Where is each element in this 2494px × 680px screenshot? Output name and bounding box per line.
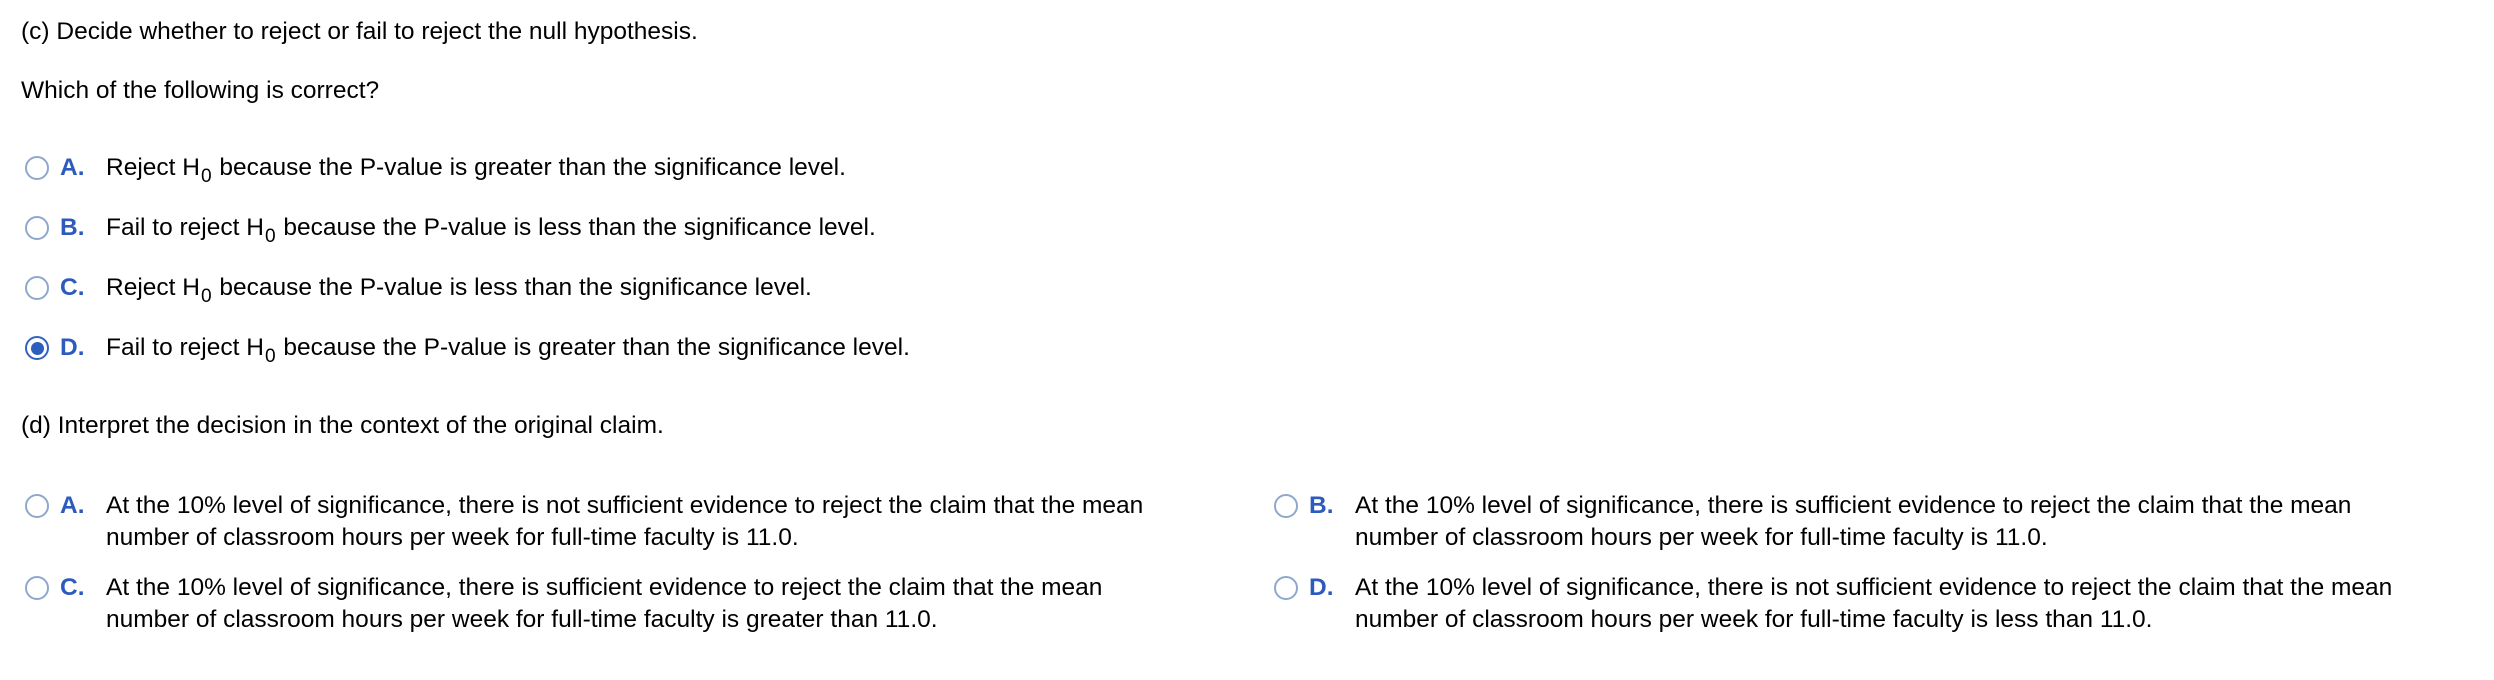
- option-text-before: Fail to reject H: [106, 214, 264, 241]
- radio-button-d-a[interactable]: [25, 494, 49, 518]
- radio-button-d-b[interactable]: [1274, 494, 1298, 518]
- option-text: [106, 152, 846, 186]
- subscript: 0: [264, 346, 276, 367]
- option-letter: A.: [60, 154, 85, 181]
- option-text: [1355, 572, 2392, 636]
- part-d-option-c[interactable]: [25, 572, 1102, 636]
- option-letter: D.: [1309, 574, 1334, 601]
- option-text-line-2: number of classroom hours per week for full-time faculty is less than 11.0.: [1355, 606, 2153, 633]
- part-d-option-d[interactable]: [1274, 572, 2392, 636]
- part-d-option-a[interactable]: [25, 490, 1143, 554]
- option-letter: B.: [1309, 492, 1334, 519]
- option-text: [106, 490, 1143, 554]
- option-text-line-1: At the 10% level of significance, there is sufficient evidence to reject the claim that the mean: [106, 574, 1103, 601]
- option-text-before: Fail to reject H: [106, 334, 264, 361]
- subscript: 0: [200, 286, 212, 307]
- part-c-prompt: Which of the following is correct?: [21, 77, 380, 104]
- option-text: [106, 332, 910, 366]
- option-text: [106, 212, 876, 246]
- option-letter: A.: [60, 492, 85, 519]
- part-d-option-b[interactable]: [1274, 490, 2351, 554]
- part-c-option-a[interactable]: [25, 152, 846, 186]
- option-text-line-1: At the 10% level of significance, there is not sufficient evidence to reject the claim that the mean: [1355, 574, 2393, 601]
- radio-selected-dot: [31, 342, 44, 355]
- subscript: 0: [200, 166, 212, 187]
- option-text-before: Reject H: [106, 274, 200, 301]
- option-text: [1355, 490, 2351, 554]
- part-d-heading: (d) Interpret the decision in the context of the original claim.: [21, 412, 664, 439]
- part-c-option-d[interactable]: [25, 332, 910, 366]
- option-letter: C.: [60, 574, 85, 601]
- option-text-after: because the P-value is less than the significance level.: [212, 274, 812, 301]
- option-letter: B.: [60, 214, 85, 241]
- option-text-line-2: number of classroom hours per week for full-time faculty is 11.0.: [1355, 524, 2048, 551]
- part-c-option-b[interactable]: [25, 212, 876, 246]
- radio-button-c-c[interactable]: [25, 276, 49, 300]
- radio-button-c-a[interactable]: [25, 156, 49, 180]
- option-text-before: Reject H: [106, 154, 200, 181]
- option-text-after: because the P-value is greater than the significance level.: [276, 334, 910, 361]
- radio-button-d-d[interactable]: [1274, 576, 1298, 600]
- option-text-line-1: At the 10% level of significance, there is sufficient evidence to reject the claim that the mean: [1355, 492, 2352, 519]
- option-text: [106, 272, 812, 306]
- part-c-option-c[interactable]: [25, 272, 812, 306]
- radio-button-c-b[interactable]: [25, 216, 49, 240]
- option-text-line-2: number of classroom hours per week for full-time faculty is greater than 11.0.: [106, 606, 938, 633]
- radio-button-c-d-selected[interactable]: [25, 336, 49, 360]
- option-text-after: because the P-value is less than the significance level.: [276, 214, 876, 241]
- part-c-heading: (c) Decide whether to reject or fail to reject the null hypothesis.: [21, 18, 698, 45]
- option-text: [106, 572, 1102, 636]
- option-text-line-2: number of classroom hours per week for full-time faculty is 11.0.: [106, 524, 799, 551]
- option-text-line-1: At the 10% level of significance, there is not sufficient evidence to reject the claim that the mean: [106, 492, 1144, 519]
- option-text-after: because the P-value is greater than the significance level.: [212, 154, 846, 181]
- subscript: 0: [264, 226, 276, 247]
- option-letter: D.: [60, 334, 85, 361]
- option-letter: C.: [60, 274, 85, 301]
- radio-button-d-c[interactable]: [25, 576, 49, 600]
